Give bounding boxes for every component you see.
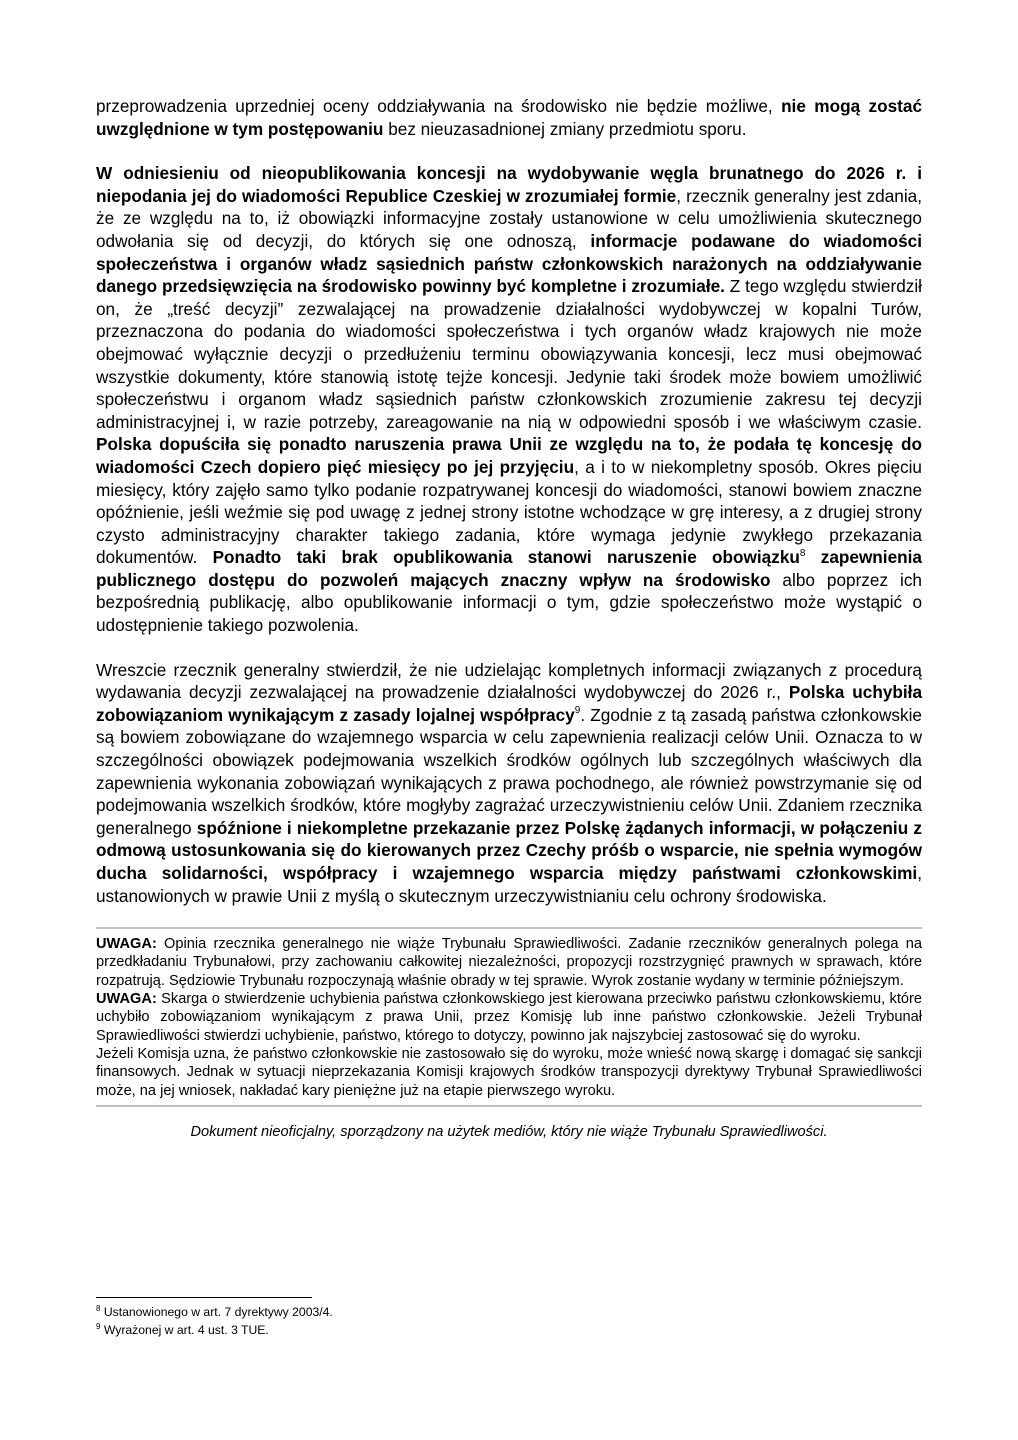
text-run: Z tego względu stwierdził on, że „treść decyzji” zezwalającej na prowadzenie działalności wydobywczej w kopalni Turów, przeznaczona do podania do wiadomości społeczeństwa i tych organów władz krajowych nie może obejmować wyłącznie decyzji o przedłużeniu terminu obowiązywania koncesji, lecz musi obejmować wszystkie dokumenty, które stanowią istotę tejże koncesji. Jedynie taki środek może bowiem umożliwić społeczeństwu i organom władz sąsiednich państw członkowskich zrozumienie zakresu tej decyzji administracyjnej i, w razie potrzeby, zareagowanie na nią w odpowiedni sposób i we właściwym czasie. bbox=[96, 276, 922, 432]
footnote-9 bbox=[96, 1323, 269, 1338]
footnote-8-text: Ustanowionego w art. 7 dyrektywy 2003/4. bbox=[100, 1305, 333, 1319]
footnote-9-text: Wyrażonej w art. 4 ust. 3 TUE. bbox=[100, 1323, 269, 1337]
bold-run: Polska uchybiła zobowiązaniom wynikającym z zasady lojalnej współpracy bbox=[96, 682, 922, 725]
note-3 bbox=[96, 1045, 922, 1100]
note-1-text: Opinia rzecznika generalnego nie wiąże Trybunału Sprawiedliwości. Zadanie rzeczników generalnych polega na przedkładaniu Trybunałowi, przy zachowaniu całkowitej niezależności, propozycji rozstrzygnięć prawnych w sprawach, które rozpatrują. Sędziowie Trybunału rozpoczynają właśnie obrady w tej sprawie. Wyrok zostanie wydany w terminie późniejszym. bbox=[96, 936, 922, 989]
bold-run: Polska dopuściła się ponadto naruszenia prawa Unii ze względu na to, że podała tę koncesję do wiadomości Czech dopiero pięć miesięcy po jej przyjęciu bbox=[96, 434, 922, 477]
body-paragraph-3 bbox=[96, 659, 922, 908]
footnote-reference: 9 bbox=[574, 705, 581, 717]
note-3-text: Jeżeli Komisja uzna, że państwo członkowskie nie zastosowało się do wyroku, może wnieść nową skargę i domagać się sankcji finansowych. Jednak w sytuacji nieprzekazania Komisji krajowych środków transpozycji dyrektywy Trybunał Sprawiedliwości może, na jej wniosek, nakładać kary pieniężne już na etapie pierwszego wyroku. bbox=[96, 1045, 922, 1099]
notes-box bbox=[96, 935, 922, 1100]
footnote-8-number: 8 bbox=[96, 1303, 101, 1313]
note-2-label: UWAGA: bbox=[96, 991, 157, 1008]
bold-run: W odniesieniu od nieopublikowania koncesji na wydobywanie węgla brunatnego do 2026 r. i niepodania jej do wiadomości Republice Czeskiej w zrozumiałej formie bbox=[96, 163, 922, 206]
note-2 bbox=[96, 990, 922, 1045]
note-2-text: Skarga o stwierdzenie uchybienia państwa członkowskiego jest kierowana przeciwko państwu członkowskiemu, które uchybiło zobowiązaniom wynikającym z prawa Unii, przez Komisję lub inne państwo członkowskie. Jeżeli Trybunał Sprawiedliwości stwierdzi uchybienie, państwo, którego to dotyczy, powinno jak najszybciej zastosować się do wyroku. bbox=[96, 991, 922, 1044]
footnote-9-number: 9 bbox=[96, 1321, 101, 1331]
text-run: , ustanowionych w prawie Unii z myślą o skutecznym urzeczywistnianiu celu ochrony środowiska. bbox=[96, 863, 922, 906]
bold-run: informacje podawane do wiadomości społeczeństwa i organów władz sąsiednich państw członkowskich narażonych na oddziaływanie danego przedsięwzięcia na środowisko powinny być kompletne i zrozumiałe. bbox=[96, 230, 922, 297]
text-run: bez nieuzasadnionej zmiany przedmiotu sporu. bbox=[383, 118, 747, 139]
text-run: . Zgodnie z tą zasadą państwa członkowskie są bowiem zobowiązane do wzajemnego wsparcia w celu zapewnienia realizacji celów Unii. Oznacza to w szczególności obowiązek podejmowania wszelkich środków ogólnych lub szczególnych właściwych dla zapewnienia wykonania zobowiązań wynikających z prawa pochodnego, ale również powstrzymanie się od podejmowania wszelkich środków, które mogłyby zagrażać urzeczywistnieniu celów Unii. Zdaniem rzecznika generalnego bbox=[96, 704, 922, 838]
footnote-reference: 8 bbox=[799, 547, 806, 559]
note-1-label: UWAGA: bbox=[96, 936, 157, 953]
body-paragraph-1 bbox=[96, 95, 922, 140]
footnote-8 bbox=[96, 1305, 333, 1320]
text-run: albo poprzez ich bezpośrednią publikację, albo opublikowanie informacji o tym, gdzie społeczeństwo może wystąpić o udostępnienie takiego pozwolenia. bbox=[96, 569, 922, 636]
bold-run: Ponadto taki brak opublikowania stanowi naruszenie obowiązku bbox=[212, 547, 800, 568]
text-run: , a i to w niekompletny sposób. Okres pięciu miesięcy, który zajęło samo tylko podanie rozpatrywanej koncesji do wiadomości, stanowi bowiem znaczne opóźnienie, jeśli weźmie się pod uwagę z jednej strony istotne wchodzące w grę interesy, a z drugiej strony czysto administracyjny charakter takiego zadania, które wymaga jedynie zwykłego przekazania dokumentów. bbox=[96, 456, 922, 568]
bold-run: zapewnienia publicznego dostępu do pozwoleń mających znaczny wpływ na środowisko bbox=[96, 547, 922, 590]
bold-run: spóźnione i niekompletne przekazanie przez Polskę żądanych informacji, w połączeniu z odmową ustosunkowania się do kierowanych przez Czechy próśb o wsparcie, nie spełnia wymogów ducha solidarności, współpracy i wzajemnego wsparcia między państwami członkowskimi bbox=[96, 817, 922, 883]
text-run: , rzecznik generalny jest zdania, że ze względu na to, iż obowiązki informacyjne zostały ustanowione w celu umożliwienia skutecznego odwołania się od decyzji, do których się one odnoszą, bbox=[96, 185, 922, 251]
note-1 bbox=[96, 935, 922, 990]
footnote-separator bbox=[96, 1297, 312, 1298]
bold-run: nie mogą zostać uwzględnione w tym postępowaniu bbox=[96, 96, 923, 139]
body-paragraph-2 bbox=[96, 162, 922, 636]
document-page bbox=[96, 95, 922, 1141]
text-run: Wreszcie rzecznik generalny stwierdził, że nie udzielając kompletnych informacji związanych z procedurą wydawania decyzji zezwalającej na prowadzenie działalności wydobywczej do 2026 r., bbox=[96, 659, 922, 703]
disclaimer: Dokument nieoficjalny, sporządzony na użytek mediów, który nie wiąże Trybunału Sprawiedliwości. bbox=[190, 1123, 828, 1140]
text-run: przeprowadzenia uprzedniej oceny oddziaływania na środowisko nie będzie możliwe, bbox=[96, 96, 782, 116]
